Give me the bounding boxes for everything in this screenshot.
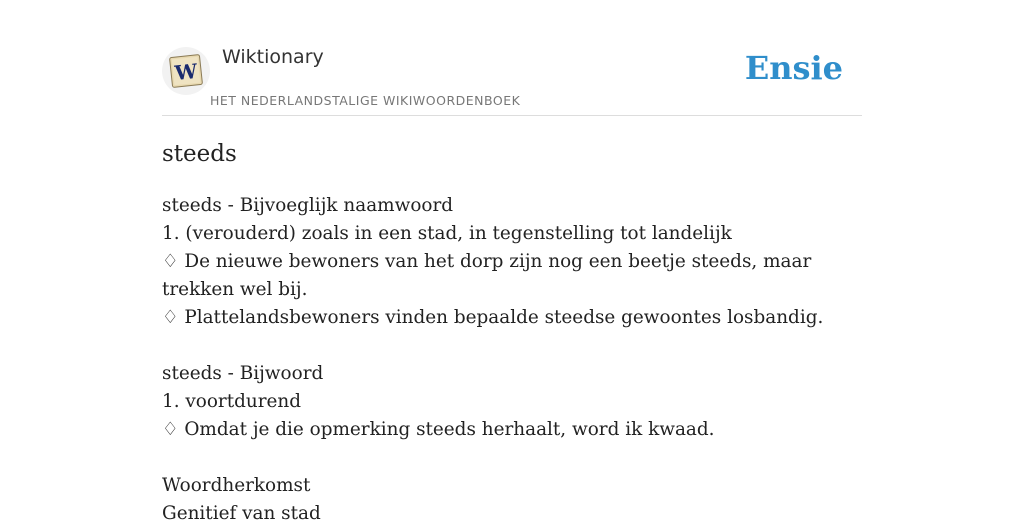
entry-heading: steeds - Bijvoeglijk naamwoord xyxy=(162,195,454,216)
entry-definition: 1. voortdurend xyxy=(162,391,302,412)
entry-example: ♢ De nieuwe bewoners van het dorp zijn nog een beetje steeds, maar trekken wel bij. xyxy=(162,251,812,300)
entry-adverb xyxy=(162,360,862,444)
site-tagline: HET NEDERLANDSTALIGE WIKIWOORDENBOEK xyxy=(210,93,521,108)
site-name[interactable]: Wiktionary xyxy=(222,46,324,68)
main-content xyxy=(162,138,862,528)
entry-example: ♢ Omdat je die opmerking steeds herhaalt, word ik kwaad. xyxy=(162,419,715,440)
etymology-heading: Woordherkomst xyxy=(162,475,311,496)
entry-definition: 1. (verouderd) zoals in een stad, in tegenstelling tot landelijk xyxy=(162,223,732,244)
spacer xyxy=(162,332,862,360)
entry-adjective xyxy=(162,192,862,332)
entry-example: ♢ Plattelandsbewoners vinden bepaalde steedse gewoontes losbandig. xyxy=(162,307,824,328)
etymology-section xyxy=(162,472,862,528)
spacer xyxy=(162,444,862,472)
page-title: steeds xyxy=(162,141,237,167)
logo-letter: W xyxy=(173,58,199,86)
site-header xyxy=(162,0,862,116)
ensie-brand-logo[interactable]: Ensie xyxy=(744,49,843,87)
etymology-text: Genitief van stad xyxy=(162,503,321,524)
wiktionary-logo-icon[interactable] xyxy=(162,47,210,95)
entry-heading: steeds - Bijwoord xyxy=(162,363,324,384)
